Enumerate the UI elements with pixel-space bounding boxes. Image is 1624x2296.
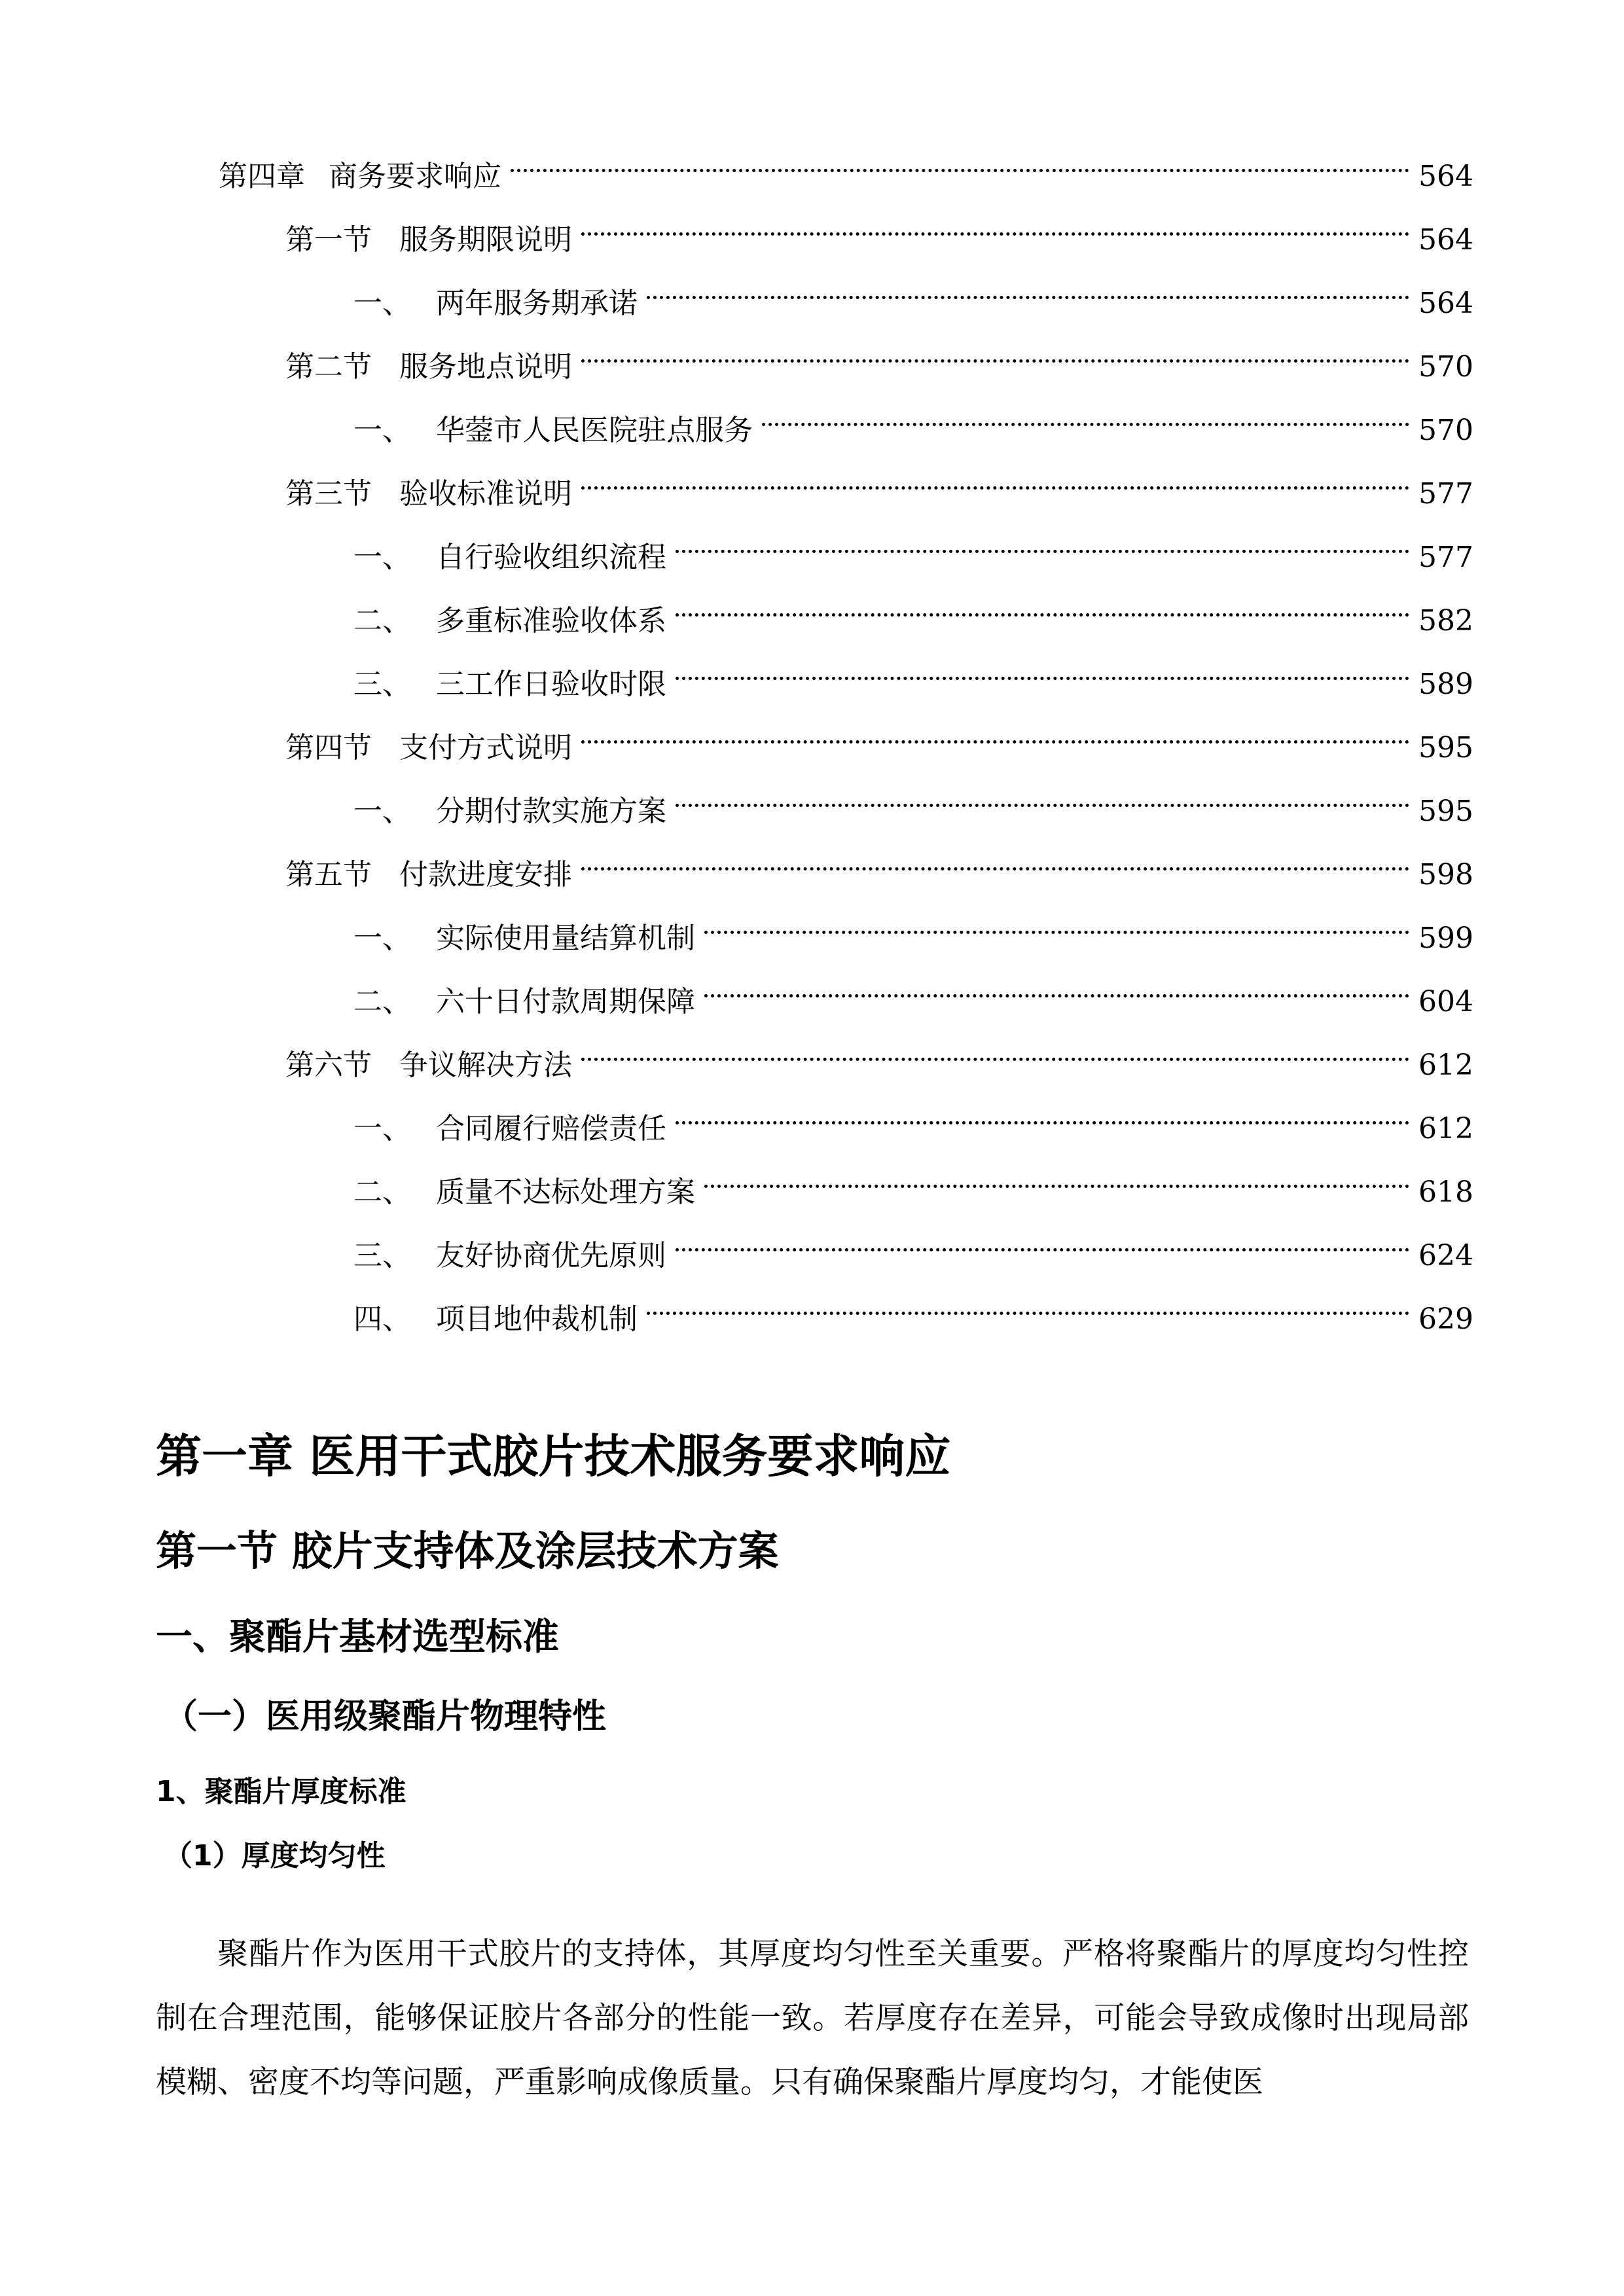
toc-entry[interactable]: [353, 982, 1473, 1022]
toc-entry-page: 577: [1418, 541, 1473, 574]
toc-entry-number: 一、: [353, 414, 411, 447]
chapter-heading: 第一章 医用干式胶片技术服务要求响应: [156, 1429, 951, 1483]
toc-leader-dots: [581, 359, 1409, 363]
toc-entry-number: 第四章: [219, 160, 305, 193]
toc-entry-number: 二、: [353, 985, 411, 1018]
toc-entry[interactable]: [353, 1236, 1473, 1276]
toc-entry-page: 612: [1418, 1112, 1473, 1145]
toc-entry-number: 一、: [353, 287, 411, 320]
toc-leader-dots: [647, 1312, 1409, 1315]
toc-entry-title: 支付方式说明: [399, 731, 572, 764]
toc-entry-title: 质量不达标处理方案: [436, 1175, 695, 1209]
toc-leader-dots: [581, 486, 1409, 490]
toc-entry-page: 629: [1418, 1302, 1473, 1336]
toc-entry-page: 624: [1418, 1239, 1473, 1272]
toc-entry-title: 两年服务期承诺: [436, 287, 638, 320]
toc-entry-title: 验收标准说明: [399, 477, 572, 511]
toc-entry[interactable]: [353, 1173, 1473, 1212]
toc-leader-dots: [581, 1058, 1409, 1061]
toc-entry[interactable]: [353, 1109, 1473, 1149]
toc-entry[interactable]: [285, 728, 1473, 768]
toc-entry-page: 612: [1418, 1049, 1473, 1082]
subitem-heading: （1）厚度均匀性: [164, 1839, 386, 1873]
toc-entry-page: 599: [1418, 922, 1473, 955]
toc-entry-page: 582: [1418, 604, 1473, 637]
toc-entry-page: 595: [1418, 795, 1473, 828]
toc-entry-number: 第二节: [285, 350, 372, 384]
toc-entry-page: 570: [1418, 350, 1473, 384]
toc-entry-number: 二、: [353, 604, 411, 637]
toc-leader-dots: [647, 296, 1409, 299]
toc-leader-dots: [704, 994, 1409, 997]
toc-entry[interactable]: [219, 157, 1473, 196]
item-heading: 1、聚酯片厚度标准: [156, 1775, 406, 1808]
toc-entry-title: 服务期限说明: [399, 223, 572, 257]
toc-entry-page: 577: [1418, 477, 1473, 511]
toc-entry-number: 一、: [353, 541, 411, 574]
toc-leader-dots: [676, 677, 1409, 680]
toc-entry-title: 六十日付款周期保障: [436, 985, 695, 1018]
toc-entry-number: 一、: [353, 1112, 411, 1145]
toc-entry-title: 合同履行赔偿责任: [436, 1112, 666, 1145]
toc-entry-page: 618: [1418, 1175, 1473, 1209]
toc-entry-page: 564: [1418, 223, 1473, 257]
toc-leader-dots: [676, 1121, 1409, 1124]
toc-entry[interactable]: [285, 221, 1473, 260]
toc-entry-title: 商务要求响应: [329, 160, 501, 193]
toc-entry-number: 三、: [353, 1239, 411, 1272]
toc-leader-dots: [704, 1185, 1409, 1188]
toc-entry-title: 三工作日验收时限: [436, 668, 666, 701]
toc-entry[interactable]: [353, 1300, 1473, 1339]
toc-entry-number: 第三节: [285, 477, 372, 511]
toc-entry-page: 604: [1418, 985, 1473, 1018]
toc-leader-dots: [676, 550, 1409, 553]
toc-entry-page: 589: [1418, 668, 1473, 701]
toc-leader-dots: [762, 423, 1409, 426]
toc-entry-page: 564: [1418, 160, 1473, 193]
toc-leader-dots: [581, 232, 1409, 236]
toc-entry[interactable]: [353, 792, 1473, 831]
toc-entry[interactable]: [285, 348, 1473, 387]
toc-entry-title: 付款进度安排: [399, 858, 572, 891]
toc-entry-number: 第四节: [285, 731, 372, 764]
subsection-heading: 一、聚酯片基材选型标准: [156, 1616, 559, 1659]
toc-entry[interactable]: [353, 284, 1473, 323]
toc-entry-page: 598: [1418, 858, 1473, 891]
toc-entry-title: 争议解决方法: [399, 1049, 572, 1082]
toc-entry-page: 570: [1418, 414, 1473, 447]
toc-leader-dots: [704, 931, 1409, 934]
toc-entry-number: 第五节: [285, 858, 372, 891]
toc-entry[interactable]: [353, 601, 1473, 641]
section-heading: 第一节 胶片支持体及涂层技术方案: [156, 1527, 779, 1575]
toc-leader-dots: [676, 804, 1409, 807]
toc-entry-number: 一、: [353, 795, 411, 828]
toc-entry-title: 自行验收组织流程: [436, 541, 666, 574]
toc-entry-title: 项目地仲裁机制: [436, 1302, 638, 1336]
toc-entry[interactable]: [285, 855, 1473, 895]
toc-entry-page: 564: [1418, 287, 1473, 320]
toc-entry-title: 服务地点说明: [399, 350, 572, 384]
toc-entry-number: 三、: [353, 668, 411, 701]
toc-leader-dots: [511, 169, 1409, 172]
toc-entry-title: 多重标准验收体系: [436, 604, 666, 637]
toc-entry[interactable]: [285, 1046, 1473, 1085]
subsubsection-heading: （一）医用级聚酯片物理特性: [164, 1697, 607, 1736]
toc-leader-dots: [581, 867, 1409, 870]
toc-entry[interactable]: [353, 919, 1473, 958]
toc-entry[interactable]: [353, 538, 1473, 577]
toc-entry-number: 第一节: [285, 223, 372, 257]
toc-entry-page: 595: [1418, 731, 1473, 764]
toc-entry-number: 一、: [353, 922, 411, 955]
toc-entry[interactable]: [285, 475, 1473, 514]
toc-entry[interactable]: [353, 411, 1473, 450]
toc-entry-number: 四、: [353, 1302, 411, 1336]
toc-entry[interactable]: [353, 665, 1473, 704]
toc-entry-title: 分期付款实施方案: [436, 795, 666, 828]
toc-entry-number: 二、: [353, 1175, 411, 1209]
toc-leader-dots: [676, 1248, 1409, 1251]
toc-entry-title: 友好协商优先原则: [436, 1239, 666, 1272]
toc-leader-dots: [676, 613, 1409, 617]
toc-entry-title: 华蓥市人民医院驻点服务: [436, 414, 753, 447]
toc-leader-dots: [581, 740, 1409, 744]
toc-entry-title: 实际使用量结算机制: [436, 922, 695, 955]
body-paragraph: 聚酯片作为医用干式胶片的支持体，其厚度均匀性至关重要。严格将聚酯片的厚度均匀性控制在合理范围，能够保证胶片各部分的性能一致。若厚度存在差异，可能会导致成像时出现局部模糊、密度不均等问题，严重影响成像质量。只有确保聚酯片厚度均匀，才能使医: [156, 1936, 1469, 2100]
toc-entry-number: 第六节: [285, 1049, 372, 1082]
